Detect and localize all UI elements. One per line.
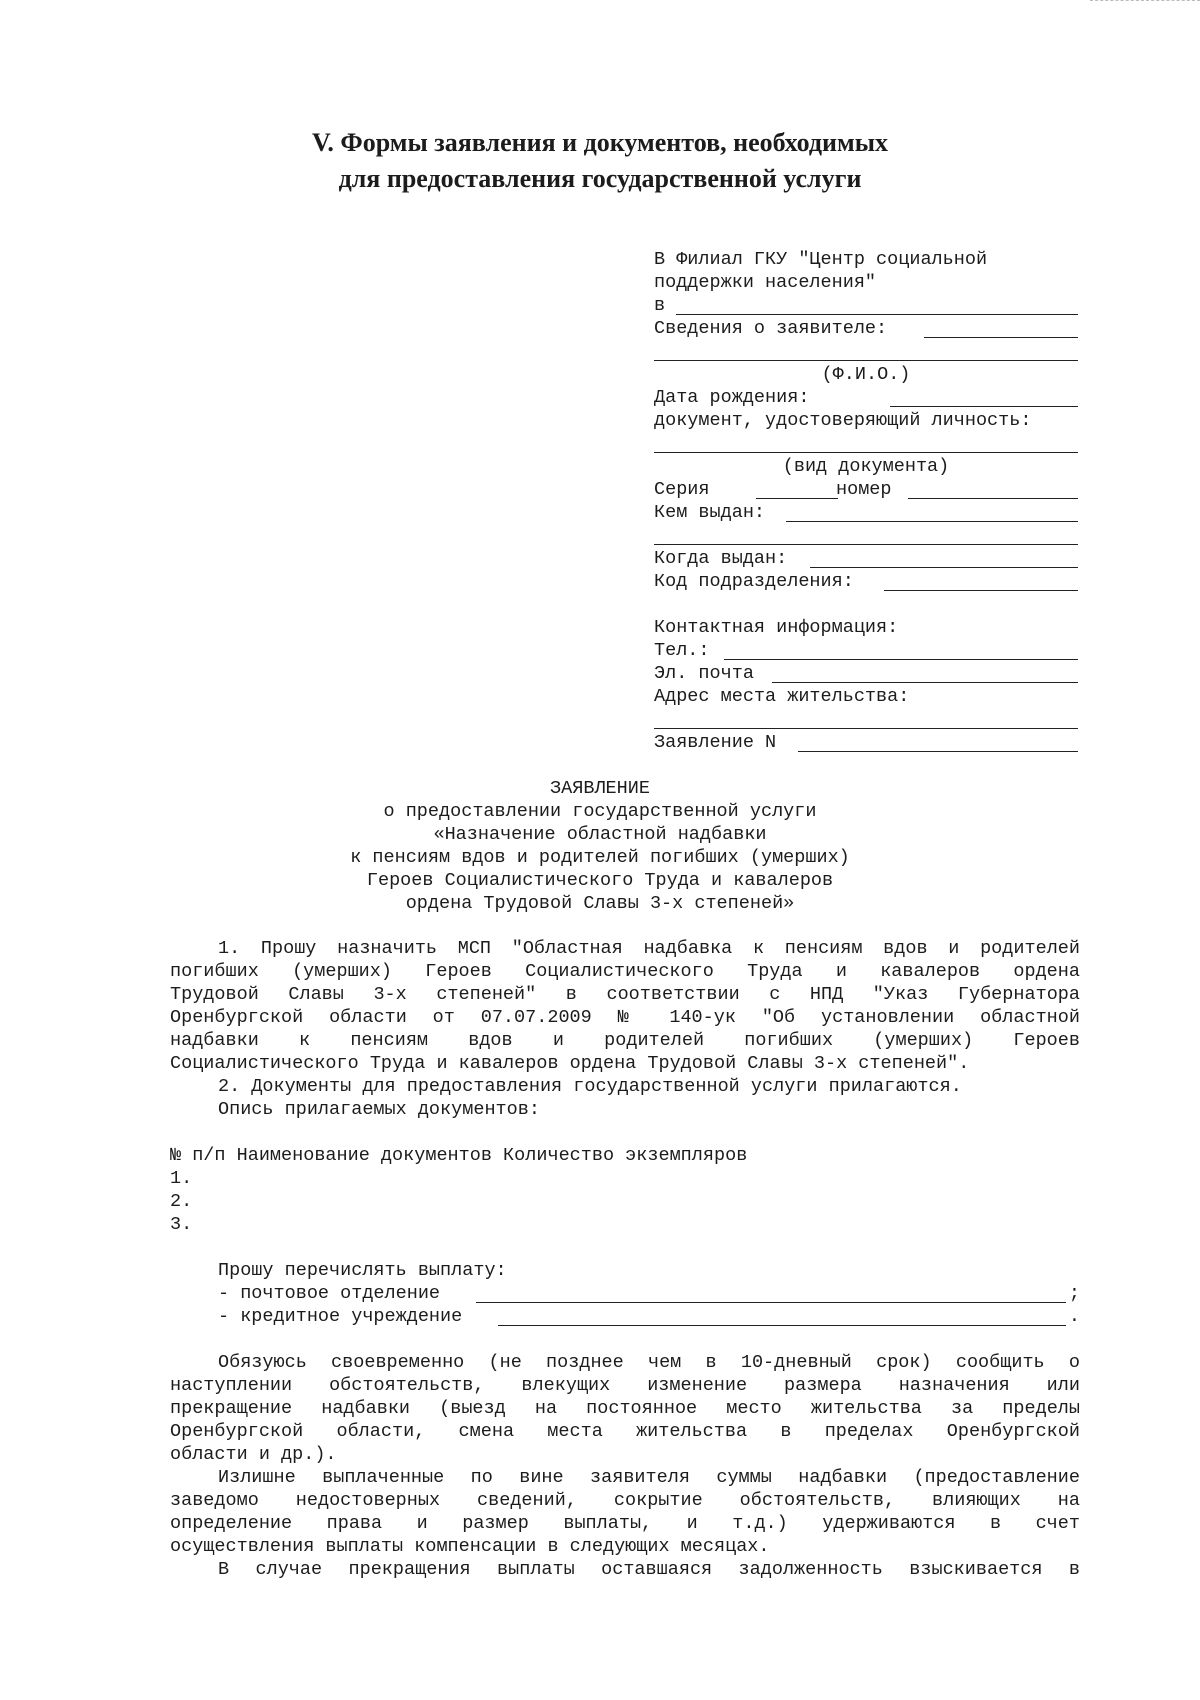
- credit-institution-field[interactable]: [498, 1325, 1066, 1326]
- issued-by-row: [654, 501, 1078, 524]
- phone-row: [654, 639, 1078, 662]
- documents-table-row: 3.: [170, 1214, 193, 1235]
- application-title-line: к пенсиям вдов и родителей погибших (умерших): [350, 847, 850, 868]
- birth-date-row: [654, 386, 1078, 409]
- postal-office-row: [218, 1282, 1080, 1305]
- applicant-name-field[interactable]: [654, 360, 1078, 361]
- application-title-line: «Назначение областной надбавки: [433, 824, 767, 845]
- phone-field[interactable]: [724, 659, 1078, 660]
- address-label: Адрес места жительства:: [654, 686, 910, 707]
- branch-location-row: [654, 294, 1078, 317]
- id-document-type-row: [654, 432, 1078, 455]
- postal-office-field[interactable]: [476, 1302, 1066, 1303]
- paragraph-line: наступлении обстоятельств, влекущих изменение размера назначения или: [170, 1375, 1080, 1396]
- documents-table-header: № п/п Наименование документов Количество экземпляров: [170, 1145, 748, 1166]
- postal-office-end: ;: [1068, 1283, 1080, 1304]
- paragraph-line: надбавки к пенсиям вдов и родителей погибших (умерших) Героев: [170, 1030, 1080, 1051]
- payment-intro: Прошу перечислять выплату:: [218, 1260, 507, 1281]
- issued-by-label: Кем выдан:: [654, 502, 766, 523]
- contact-label: Контактная информация:: [654, 617, 899, 638]
- applicant-field[interactable]: [924, 337, 1078, 338]
- series-number-row: [654, 478, 1078, 501]
- id-document-row: [654, 409, 1078, 432]
- phone-label: Тел.:: [654, 640, 710, 661]
- address-field-row: [654, 708, 1078, 731]
- credit-institution-label: - кредитное учреждение: [218, 1306, 463, 1327]
- scan-edge-mark: [1090, 0, 1200, 3]
- paragraph-line: определение права и размер выплаты, и т.д.) удерживаются в счет: [170, 1513, 1080, 1534]
- number-field[interactable]: [908, 498, 1078, 499]
- paragraph-line: Трудовой Славы 3-х степеней" в соответствии с НПД "Указ Губернатора: [170, 984, 1080, 1005]
- fio-caption: (Ф.И.О.): [821, 364, 911, 385]
- applicant-row: [654, 317, 1078, 340]
- issue-date-field[interactable]: [810, 567, 1078, 568]
- contact-row: [654, 616, 1078, 639]
- paragraph-line: погибших (умерших) Героев Социалистического Труда и кавалеров ордена: [170, 961, 1080, 982]
- paragraph-line: 1. Прошу назначить МСП "Областная надбавка к пенсиям вдов и родителей: [218, 938, 1080, 959]
- paragraph-line: Социалистического Труда и кавалеров ордена Трудовой Славы 3-х степеней".: [170, 1053, 970, 1074]
- application-title-line: ЗАЯВЛЕНИЕ: [550, 778, 650, 799]
- address-row: [654, 685, 1078, 708]
- application-title-line: Героев Социалистического Труда и кавалеров: [366, 870, 834, 891]
- paragraph-line: осуществления выплаты компенсации в следующих месяцах.: [170, 1536, 770, 1557]
- application-number-field[interactable]: [798, 751, 1078, 752]
- paragraph-line: В случае прекращения выплаты оставшаяся задолженность взыскивается в: [218, 1559, 1080, 1580]
- paragraph-line: Оренбургской области, смена места жительства в пределах Оренбургской: [170, 1421, 1080, 1442]
- paragraph-line: прекращение надбавки (выезд на постоянное место жительства за пределы: [170, 1398, 1080, 1419]
- address-field[interactable]: [654, 728, 1078, 729]
- issued-by-continuation-field[interactable]: [654, 544, 1078, 545]
- branch-location-label: в: [654, 295, 666, 316]
- application-number-row: [654, 731, 1078, 754]
- email-field[interactable]: [772, 682, 1078, 683]
- issue-date-label: Когда выдан:: [654, 548, 788, 569]
- application-title-line: о предоставлении государственной услуги: [383, 801, 817, 822]
- series-field[interactable]: [756, 498, 838, 499]
- email-label: Эл. почта: [654, 663, 754, 684]
- documents-table-row: 2.: [170, 1191, 193, 1212]
- division-code-row: [654, 570, 1078, 593]
- applicant-name-row: [654, 340, 1078, 363]
- doc-type-caption-row: [654, 455, 1078, 478]
- fio-caption-row: [654, 363, 1078, 386]
- applicant-label: Сведения о заявителе:: [654, 318, 888, 339]
- division-code-field[interactable]: [884, 590, 1078, 591]
- doc-type-caption: (вид документа): [782, 456, 950, 477]
- documents-attached-line: 2. Документы для предоставления государственной услуги прилагаются.: [218, 1076, 962, 1097]
- addressee-text-1: В Филиал ГКУ "Центр социальной: [654, 249, 988, 270]
- addressee-line-2: [654, 271, 1078, 294]
- postal-office-label: - почтовое отделение: [218, 1283, 441, 1304]
- issued-by-continuation-row: [654, 524, 1078, 547]
- email-row: [654, 662, 1078, 685]
- application-title-line: ордена Трудовой Славы 3-х степеней»: [405, 893, 795, 914]
- birth-date-label: Дата рождения:: [654, 387, 810, 408]
- documents-table-row: 1.: [170, 1168, 193, 1189]
- issue-date-row: [654, 547, 1078, 570]
- id-document-label: документ, удостоверяющий личность:: [654, 410, 1032, 431]
- paragraph-line: области и др.).: [170, 1444, 337, 1465]
- credit-institution-row: [218, 1305, 1080, 1328]
- birth-date-field[interactable]: [890, 406, 1078, 407]
- number-label: номер: [836, 479, 892, 500]
- inventory-label: Опись прилагаемых документов:: [218, 1099, 540, 1120]
- section-title-line-2: для предоставления государственной услуги: [338, 164, 862, 193]
- issued-by-field[interactable]: [786, 521, 1078, 522]
- paragraph-line: Излишне выплаченные по вине заявителя суммы надбавки (предоставление: [218, 1467, 1080, 1488]
- division-code-label: Код подразделения:: [654, 571, 854, 592]
- paragraph-line: Оренбургской области от 07.07.2009 № 140-ук "Об установлении областной: [170, 1007, 1080, 1028]
- application-number-label: Заявление N: [654, 732, 777, 753]
- addressee-line-1: [654, 248, 1078, 271]
- series-label: Серия: [654, 479, 710, 500]
- credit-institution-end: .: [1068, 1306, 1080, 1327]
- section-title-line-1: V. Формы заявления и документов, необходимых: [311, 128, 889, 157]
- id-document-type-field[interactable]: [654, 452, 1078, 453]
- paragraph-line: Обязуюсь своевременно (не позднее чем в 10-дневный срок) сообщить о: [218, 1352, 1080, 1373]
- branch-location-field[interactable]: [676, 314, 1078, 315]
- paragraph-line: заведомо недостоверных сведений, сокрытие обстоятельств, влияющих на: [170, 1490, 1080, 1511]
- addressee-text-2: поддержки населения": [654, 272, 877, 293]
